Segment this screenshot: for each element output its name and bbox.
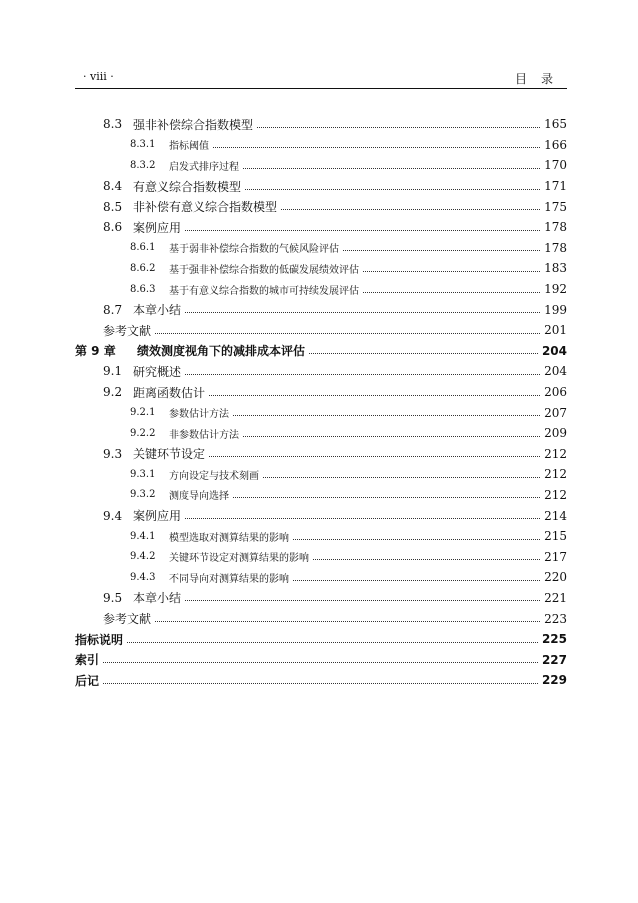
toc-entry-number: 9.4 [103, 508, 123, 523]
dot-leader [343, 250, 540, 251]
toc-entry-title: 关键环节设定 [133, 447, 206, 462]
toc-entry-page: 201 [544, 323, 567, 338]
toc-entry[interactable] [75, 505, 567, 526]
dot-leader [257, 127, 540, 128]
toc-entry-page: 192 [544, 282, 567, 297]
toc-entry[interactable] [75, 485, 567, 506]
toc-entry-title: 启发式排序过程 [169, 161, 239, 173]
toc-entry-page: 221 [544, 590, 567, 605]
toc-entry-title: 索引 [75, 653, 100, 668]
toc-entry-number: 8.6 [103, 220, 123, 235]
dot-leader [209, 456, 540, 457]
toc-entry[interactable] [75, 217, 567, 238]
toc-entry-page: 220 [544, 570, 567, 585]
toc-entry[interactable] [75, 196, 567, 217]
toc-entry-number: 8.4 [103, 179, 123, 194]
dot-leader [155, 333, 540, 334]
toc-entry[interactable] [75, 299, 567, 320]
dot-leader [243, 168, 540, 169]
toc-entry[interactable] [75, 464, 567, 485]
toc-entry-number: 9.4.3 [130, 571, 156, 583]
dot-leader [127, 642, 538, 643]
toc-entry[interactable] [75, 649, 567, 670]
toc-entry-title: 后记 [75, 673, 100, 688]
toc-entry-page: 178 [544, 220, 567, 235]
toc-entry[interactable] [75, 423, 567, 444]
toc-entry-page: 178 [544, 240, 567, 255]
toc-entry-number: 9.4.1 [130, 530, 156, 542]
toc-entry-page: 229 [541, 673, 567, 688]
table-of-contents [75, 114, 567, 691]
toc-entry-number: 8.3.1 [130, 139, 156, 151]
toc-entry-page: 212 [544, 467, 567, 482]
toc-entry-number: 9.2.1 [130, 407, 156, 419]
dot-leader [103, 662, 538, 663]
dot-leader [233, 415, 540, 416]
toc-entry-number: 8.3.2 [130, 159, 156, 171]
toc-entry-number: 9.2.2 [130, 427, 156, 439]
dot-leader [245, 189, 540, 190]
dot-leader [293, 539, 540, 540]
toc-entry-title: 方向设定与技术刻画 [169, 470, 259, 482]
toc-entry[interactable] [75, 320, 567, 341]
toc-entry-number: 8.3 [103, 117, 123, 132]
toc-entry[interactable] [75, 382, 567, 403]
toc-entry-title: 指标说明 [75, 632, 124, 647]
toc-entry[interactable] [75, 114, 567, 135]
dot-leader [263, 477, 540, 478]
toc-entry[interactable] [75, 567, 567, 588]
toc-entry-page: 206 [544, 385, 567, 400]
toc-entry[interactable] [75, 176, 567, 197]
toc-entry-title: 距离函数估计 [133, 385, 206, 400]
toc-entry-page: 175 [544, 199, 567, 214]
toc-entry-page: 199 [544, 302, 567, 317]
dot-leader [155, 621, 540, 622]
toc-entry-title: 强非补偿综合指数模型 [133, 117, 254, 132]
toc-entry[interactable] [75, 402, 567, 423]
toc-entry[interactable] [75, 670, 567, 691]
toc-entry-title: 基于强非补偿综合指数的低碳发展绩效评估 [169, 264, 359, 276]
toc-entry-number: 第 9 章 [75, 344, 116, 359]
toc-entry-title: 参考文献 [103, 323, 152, 338]
dot-leader [185, 230, 540, 231]
dot-leader [209, 395, 540, 396]
toc-entry-number: 9.5 [103, 590, 123, 605]
toc-entry-page: 212 [544, 446, 567, 461]
toc-entry[interactable] [75, 546, 567, 567]
toc-entry-page: 165 [544, 117, 567, 132]
toc-entry-page: 183 [544, 261, 567, 276]
toc-entry-title: 本章小结 [133, 591, 182, 606]
running-title: 目录 [514, 72, 567, 86]
toc-entry[interactable] [75, 258, 567, 279]
dot-leader [185, 600, 540, 601]
toc-entry[interactable] [75, 588, 567, 609]
toc-entry-page: 209 [544, 426, 567, 441]
toc-entry-title: 案例应用 [133, 509, 182, 524]
toc-entry-number: 8.6.2 [130, 262, 156, 274]
toc-entry-number: 8.6.1 [130, 242, 156, 254]
toc-entry-page: 217 [544, 549, 567, 564]
header-rule [75, 88, 567, 89]
toc-entry-number: 9.3.2 [130, 489, 156, 501]
toc-entry-number: 9.1 [103, 364, 123, 379]
dot-leader [309, 353, 538, 354]
toc-entry-title: 有意义综合指数模型 [133, 179, 242, 194]
toc-entry-title: 不同导向对测算结果的影响 [169, 573, 289, 585]
dot-leader [213, 147, 540, 148]
dot-leader [185, 518, 540, 519]
dot-leader [363, 271, 540, 272]
toc-entry-title: 非参数估计方法 [169, 429, 239, 441]
dot-leader [293, 580, 540, 581]
toc-entry[interactable] [75, 444, 567, 465]
toc-entry-title: 案例应用 [133, 220, 182, 235]
toc-entry[interactable] [75, 361, 567, 382]
toc-entry-page: 215 [544, 529, 567, 544]
toc-entry[interactable] [75, 279, 567, 300]
dot-leader [185, 312, 540, 313]
toc-entry-title: 研究概述 [133, 364, 182, 379]
toc-entry-page: 170 [544, 158, 567, 173]
toc-entry-title: 测度导向选择 [169, 491, 229, 503]
page-number-label: · viii · [83, 70, 114, 83]
toc-entry-page: 225 [541, 632, 567, 647]
toc-entry-title: 非补偿有意义综合指数模型 [133, 200, 278, 215]
dot-leader [281, 209, 540, 210]
toc-entry-page: 171 [544, 179, 567, 194]
toc-entry-title: 指标阈值 [169, 141, 209, 153]
toc-entry-title: 参数估计方法 [169, 409, 229, 421]
dot-leader [185, 374, 540, 375]
toc-entry-page: 223 [544, 611, 567, 626]
toc-entry-number: 9.3.1 [130, 468, 156, 480]
toc-entry-page: 204 [544, 364, 567, 379]
toc-entry-number: 9.4.2 [130, 551, 156, 563]
toc-entry-number: 8.6.3 [130, 283, 156, 295]
toc-entry-title: 基于弱非补偿综合指数的气候风险评估 [169, 244, 339, 256]
toc-entry[interactable] [75, 341, 567, 362]
dot-leader [243, 436, 540, 437]
toc-entry-title: 绩效测度视角下的减排成本评估 [137, 344, 306, 359]
toc-entry-title: 本章小结 [133, 303, 182, 318]
toc-entry-page: 214 [544, 508, 567, 523]
toc-entry-number: 9.3 [103, 446, 123, 461]
toc-entry-title: 关键环节设定对测算结果的影响 [169, 553, 309, 565]
toc-entry-title: 参考文献 [103, 612, 152, 627]
toc-entry[interactable] [75, 135, 567, 156]
toc-entry-number: 8.5 [103, 199, 123, 214]
page-header [75, 70, 567, 86]
dot-leader [233, 497, 540, 498]
toc-entry-page: 212 [544, 487, 567, 502]
toc-entry-page: 166 [544, 137, 567, 152]
toc-entry[interactable] [75, 155, 567, 176]
toc-entry-page: 227 [541, 652, 567, 667]
toc-entry-page: 207 [544, 405, 567, 420]
toc-entry[interactable] [75, 238, 567, 259]
dot-leader [103, 683, 538, 684]
toc-entry[interactable] [75, 629, 567, 650]
toc-entry-page: 204 [541, 343, 567, 358]
dot-leader [313, 559, 540, 560]
toc-entry[interactable] [75, 608, 567, 629]
toc-entry-title: 基于有意义综合指数的城市可持续发展评估 [169, 285, 359, 297]
toc-entry-title: 模型选取对测算结果的影响 [169, 532, 289, 544]
toc-entry[interactable] [75, 526, 567, 547]
dot-leader [363, 292, 540, 293]
toc-entry-number: 9.2 [103, 385, 123, 400]
toc-entry-number: 8.7 [103, 302, 123, 317]
